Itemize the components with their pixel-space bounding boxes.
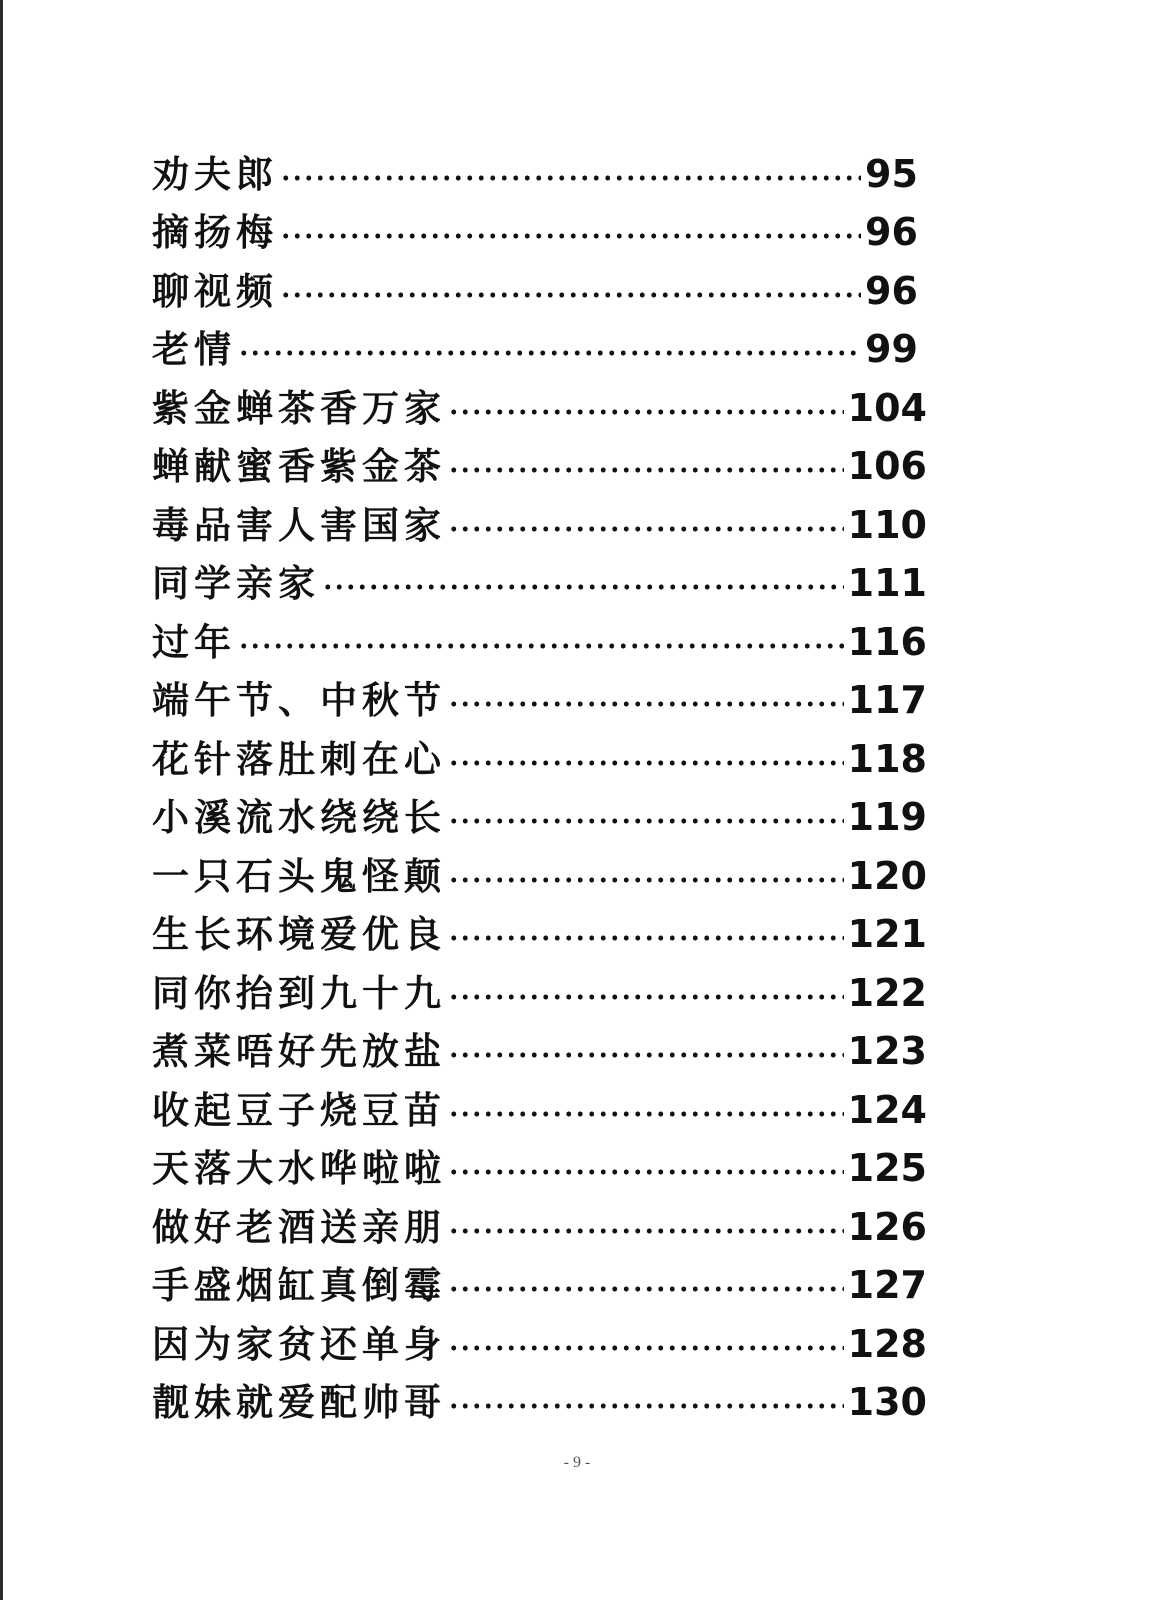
page-number: - 9 -	[563, 1454, 591, 1471]
toc-entry[interactable]	[152, 1129, 927, 1188]
toc-entry[interactable]	[152, 836, 927, 898]
toc-entry-title: 劝夫郎	[152, 152, 278, 196]
toc-entry-page: 127	[847, 1263, 927, 1307]
toc-entry-page: 96	[865, 210, 918, 254]
toc-entry-page: 125	[847, 1146, 927, 1190]
toc-entry-page: 120	[847, 853, 927, 898]
dot-leader	[448, 935, 844, 941]
dot-leader	[448, 467, 844, 473]
toc-entry-page: 118	[847, 736, 927, 781]
toc-entry-page: 119	[847, 795, 927, 839]
toc-entry-title: 手盛烟缸真倒霉	[152, 1264, 446, 1307]
toc-entry-page: 95	[865, 151, 918, 196]
toc-entry-title: 摘扬梅	[152, 211, 278, 254]
toc-entry-title: 收起豆子烧豆苗	[152, 1088, 446, 1132]
toc-entry[interactable]	[152, 953, 927, 1015]
toc-entry[interactable]	[152, 1304, 927, 1366]
toc-entry-title: 天落大水哗啦啦	[152, 1147, 446, 1190]
toc-entry[interactable]	[152, 251, 927, 313]
dot-leader	[280, 292, 861, 298]
dot-leader	[238, 350, 861, 356]
toc-entry-title: 毒品害人害国家	[152, 503, 446, 547]
toc-entry-page: 96	[865, 268, 918, 313]
toc-entry-title: 因为家贫还单身	[152, 1322, 446, 1366]
toc-entry-page: 106	[847, 444, 927, 488]
toc-entry-title: 蝉献蜜香紫金茶	[152, 445, 446, 488]
toc-entry-page: 128	[847, 1321, 927, 1366]
dot-leader	[448, 409, 844, 415]
toc-entry[interactable]	[152, 778, 927, 837]
toc-entry[interactable]	[152, 368, 927, 430]
toc-entry-page: 123	[847, 1029, 927, 1073]
toc-entry-title: 同学亲家	[152, 562, 320, 605]
toc-entry-page: 130	[847, 1380, 927, 1424]
toc-entry[interactable]	[152, 1070, 927, 1132]
toc-entry[interactable]	[152, 193, 927, 252]
dot-leader	[448, 1345, 844, 1351]
toc-entry-page: 121	[847, 912, 927, 956]
toc-entry[interactable]	[152, 485, 927, 547]
table-of-contents	[152, 134, 927, 1424]
dot-leader	[448, 1403, 844, 1409]
scan-edge	[0, 0, 3, 1600]
dot-leader	[238, 643, 844, 649]
toc-entry-title: 一只石头鬼怪颠	[152, 854, 446, 898]
toc-entry-title: 聊视频	[152, 269, 278, 313]
toc-entry-title: 煮菜唔好先放盐	[152, 1030, 446, 1073]
dot-leader	[322, 584, 844, 590]
dot-leader	[448, 877, 844, 883]
dot-leader	[280, 233, 861, 239]
toc-entry[interactable]	[152, 895, 927, 954]
toc-entry-title: 老情	[152, 328, 236, 371]
dot-leader	[448, 1228, 844, 1234]
toc-entry-page: 104	[847, 385, 927, 430]
toc-entry[interactable]	[152, 134, 927, 196]
dot-leader	[448, 760, 844, 766]
dot-leader	[448, 1111, 844, 1117]
toc-entry-title: 花针落肚刺在心	[152, 737, 446, 781]
toc-entry-page: 99	[865, 327, 918, 371]
toc-entry-page: 124	[847, 1087, 927, 1132]
dot-leader	[448, 818, 844, 824]
toc-entry[interactable]	[152, 1363, 927, 1422]
toc-entry[interactable]	[152, 310, 927, 369]
toc-entry[interactable]	[152, 544, 927, 603]
toc-entry[interactable]	[152, 719, 927, 781]
dot-leader	[448, 1169, 844, 1175]
toc-entry-page: 126	[847, 1204, 927, 1249]
toc-entry[interactable]	[152, 602, 927, 664]
toc-entry[interactable]	[152, 427, 927, 486]
dot-leader	[448, 1052, 844, 1058]
toc-entry[interactable]	[152, 1246, 927, 1305]
toc-entry-page: 111	[847, 561, 927, 605]
toc-entry-title: 端午节、中秋节	[152, 679, 446, 722]
dot-leader	[448, 994, 844, 1000]
toc-entry-page: 110	[847, 502, 927, 547]
toc-entry-title: 同你抬到九十九	[152, 971, 446, 1015]
toc-entry-title: 过年	[152, 620, 236, 664]
dot-leader	[448, 701, 844, 707]
toc-entry-title: 靓妹就爱配帅哥	[152, 1381, 446, 1424]
toc-entry-page: 117	[847, 678, 927, 722]
toc-entry-title: 生长环境爱优良	[152, 913, 446, 956]
dot-leader	[280, 175, 861, 181]
toc-entry[interactable]	[152, 1012, 927, 1071]
dot-leader	[448, 526, 844, 532]
toc-entry[interactable]	[152, 661, 927, 720]
toc-entry-page: 122	[847, 970, 927, 1015]
toc-entry-page: 116	[847, 619, 927, 664]
toc-entry[interactable]	[152, 1187, 927, 1249]
toc-entry-title: 紫金蝉茶香万家	[152, 386, 446, 430]
dot-leader	[448, 1286, 844, 1292]
toc-entry-title: 小溪流水绕绕长	[152, 796, 446, 839]
toc-entry-title: 做好老酒送亲朋	[152, 1205, 446, 1249]
